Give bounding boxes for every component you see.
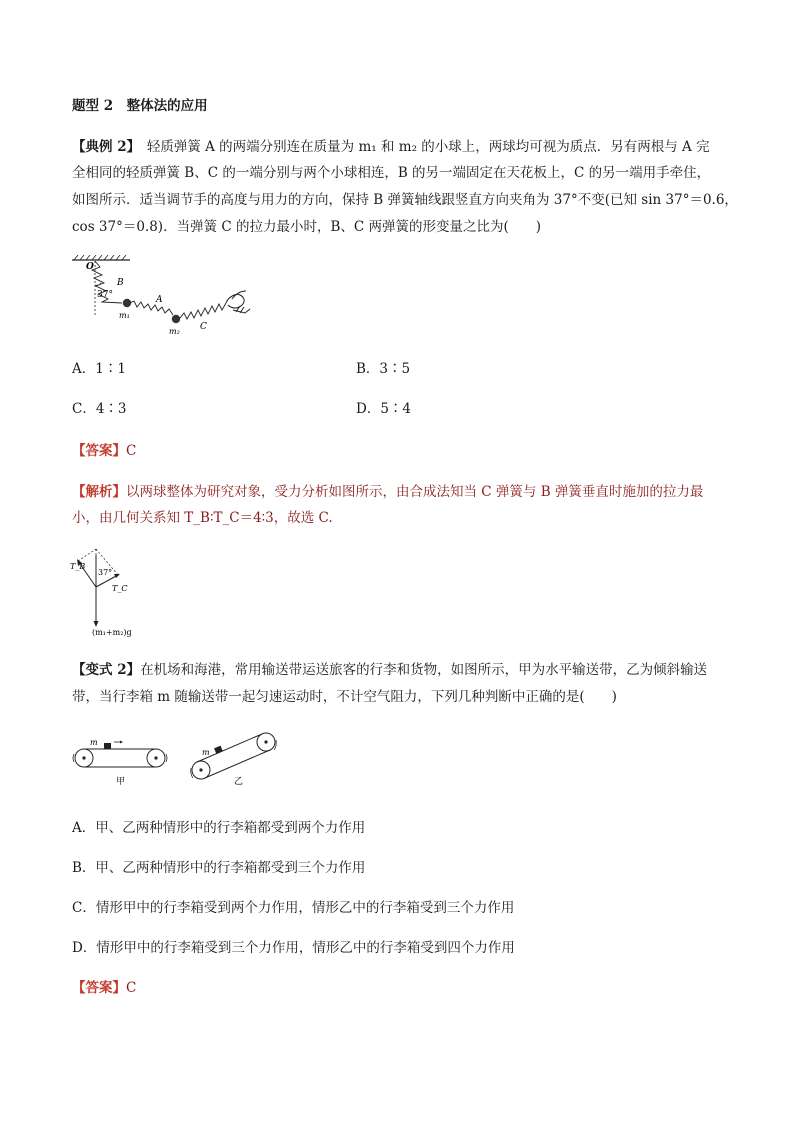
conveyor-figure <box>70 728 290 798</box>
example2-line3: 如图所示．适当调节手的高度与用力的方向，保持 B 弹簧轴线跟竖直方向夹角为 37°不变(已知 sin 37°＝0.6， <box>72 192 738 208</box>
label-weight: (m₁+m₂)g <box>92 628 132 637</box>
example2-answer <box>72 441 136 461</box>
label-c: C <box>200 322 207 332</box>
analysis-tag: 【解析】 <box>72 484 126 500</box>
force-diagram <box>68 545 168 640</box>
variant2-option-a <box>72 818 365 838</box>
analysis-line2: 小，由几何关系知 T_B∶T_C＝4∶3，故选 C. <box>72 510 333 526</box>
option-letter: A． <box>72 361 96 377</box>
section-title: 题型 2 整体法的应用 <box>72 98 208 114</box>
answer-tag: 【答案】 <box>72 980 126 996</box>
ball-m1 <box>123 299 131 307</box>
option-text: 情形甲中的行李箱受到三个力作用，情形乙中的行李箱受到四个力作用 <box>96 940 515 956</box>
label-angle: 37° <box>97 290 113 300</box>
example2-text1: 轻质弹簧 A 的两端分别连在质量为 m₁ 和 m₂ 的小球上，两球均可视为质点．另有两根与 A 完 <box>133 139 710 155</box>
example2-option-a <box>72 359 126 379</box>
spring-ball-figure <box>70 255 260 340</box>
example2-option-b <box>356 359 410 379</box>
label-a: A <box>156 295 163 305</box>
variant2-option-c <box>72 898 514 918</box>
variant2-tag: 【变式 2】 <box>72 662 141 678</box>
hand-icon <box>226 291 250 313</box>
ball-m2 <box>172 315 180 323</box>
label-b: B <box>117 278 124 288</box>
label-o: O <box>86 262 94 272</box>
option-text: 1∶1 <box>95 361 126 377</box>
answer-value: C <box>126 443 137 459</box>
label-m1: m₁ <box>119 311 130 320</box>
option-text: 4∶3 <box>95 401 127 417</box>
variant2-text1: 在机场和海港，常用输送带运送旅客的行李和货物，如图所示，甲为水平输送带，乙为倾斜输送 <box>140 662 708 678</box>
answer-value: C <box>126 980 137 996</box>
example2-tag: 【典例 2】 <box>72 139 134 155</box>
label-m-yi: m <box>202 748 210 757</box>
analysis-line1 <box>72 482 703 502</box>
option-text: 甲、乙两种情形中的行李箱都受到两个力作用 <box>95 820 366 836</box>
analysis-text1: 以两球整体为研究对象，受力分析如图所示，由合成法知当 C 弹簧与 B 弹簧垂直时施加的拉力最 <box>126 484 704 500</box>
option-letter: D． <box>72 940 97 956</box>
label-tb: T_B <box>70 562 86 571</box>
option-text: 情形甲中的行李箱受到两个力作用，情形乙中的行李箱受到三个力作用 <box>95 900 515 916</box>
option-letter: A． <box>72 820 96 836</box>
option-letter: D． <box>356 401 381 417</box>
variant2-answer <box>72 978 136 998</box>
option-text: 3∶5 <box>379 361 411 377</box>
example2-option-d <box>356 399 411 419</box>
variant2-line2: 带，当行李箱 m 随输送带一起匀速运动时，不计空气阻力，下列几种判断中正确的是( ) <box>72 689 617 705</box>
label-m-jia: m <box>90 738 98 747</box>
variant2-option-b <box>72 858 365 878</box>
example2-line2: 全相同的轻质弹簧 B、C 的一端分别与两个小球相连，B 的另一端固定在天花板上，C 的另一端用手牵住， <box>72 165 711 181</box>
example2-line1 <box>72 137 710 157</box>
example2-option-c <box>72 399 127 419</box>
option-letter: B． <box>356 361 380 377</box>
label-m2: m₂ <box>169 327 180 336</box>
option-text: 5∶4 <box>380 401 412 417</box>
label-yi: 乙 <box>234 777 244 787</box>
example2-line4: cos 37°＝0.8)．当弹簧 C 的拉力最小时，B、C 两弹簧的形变量之比为( ) <box>72 219 542 235</box>
label-force-angle: 37° <box>98 568 113 577</box>
label-jia: 甲 <box>116 777 126 787</box>
variant2-line1 <box>72 660 707 680</box>
option-letter: B． <box>72 860 96 876</box>
option-letter: C． <box>72 401 96 417</box>
variant2-option-d <box>72 938 515 958</box>
horizontal-belt <box>73 741 167 768</box>
label-tc: T_C <box>112 584 128 593</box>
option-text: 甲、乙两种情形中的行李箱都受到三个力作用 <box>95 860 366 876</box>
answer-tag: 【答案】 <box>72 443 126 459</box>
option-letter: C． <box>72 900 96 916</box>
